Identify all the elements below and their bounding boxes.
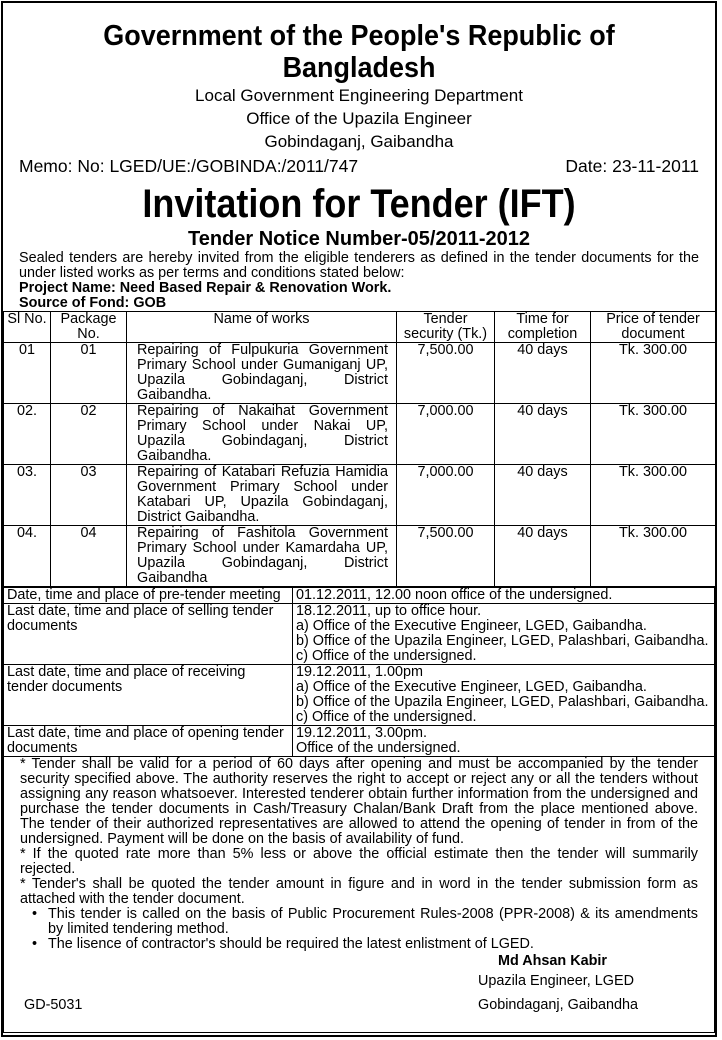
schedule-line: 19.12.2011, 3.00pm. [296,725,427,741]
signatory-name: Md Ahsan Kabir [498,953,608,969]
memo-date: Date: 23-11-2011 [565,156,699,176]
cell-package: 01 [51,343,127,404]
office-location: Gobindaganj, Gaibandha [264,132,454,151]
cell-price: Tk. 300.00 [591,526,716,587]
schedule-row-receiving [4,665,715,726]
col-time-for-completion: Time for completion [495,312,591,343]
cell-price: Tk. 300.00 [591,343,716,404]
cell-sl: 03. [4,465,51,526]
note-paragraph: * Tender's shall be quoted the tender amount in figure and in word in the tender submission form as attached with the tender document. [20,876,698,907]
schedule-line: c) Office of the undersigned. [296,709,477,725]
schedule-label: Date, time and place of pre-tender meeting [4,588,293,604]
cell-work-name: Repairing of Fashitola Government Primary School under Kamardaha UP, Upazila Gobindaganj, District Gaibandha [127,526,397,587]
list-item: • This tender is called on the basis of Public Procurement Rules-2008 (PPR-2008) & its amendments by limited tendering method. [48,907,698,937]
col-price-of-document: Price of tender document [591,312,716,343]
cell-time: 40 days [495,404,591,465]
schedule-line: c) Office of the undersigned. [296,648,477,664]
table-row [4,404,716,465]
conditions-list [20,907,698,952]
office-name: Office of the Upazila Engineer [246,109,472,128]
cell-price: Tk. 300.00 [591,404,716,465]
schedule-line: a) Office of the Executive Engineer, LGED, Gaibandha. [296,679,647,695]
cell-work-name: Repairing of Fulpukuria Government Primary School under Gumaniganj UP, Upazila Gobindaganj, District Gaibandha. [127,343,397,404]
schedule-row-opening [4,726,715,757]
list-item: • The lisence of contractor's should be required the latest enlistment of LGED. [48,937,698,952]
schedule-label: Last date, time and place of selling tender documents [4,604,293,665]
cell-security: 7,000.00 [397,404,495,465]
col-sl: Sl No. [4,312,51,343]
cell-sl: 04. [4,526,51,587]
signatory-place: Gobindaganj, Gaibandha [478,997,639,1013]
schedule-line: a) Office of the Executive Engineer, LGED, Gaibandha. [296,618,647,634]
cell-sl: 01 [4,343,51,404]
cell-sl: 02. [4,404,51,465]
cell-security: 7,500.00 [397,526,495,587]
cell-time: 40 days [495,526,591,587]
cell-security: 7,000.00 [397,465,495,526]
cell-package: 04 [51,526,127,587]
cell-price: Tk. 300.00 [591,465,716,526]
col-name-of-works: Name of works [127,312,397,343]
tender-notice-document [1,1,717,1037]
tender-notice-number: Tender Notice Number-05/2011-2012 [187,228,530,250]
signatory-designation: Upazila Engineer, LGED [478,973,634,989]
schedule-line: b) Office of the Upazila Engineer, LGED, Palashbari, Gaibandha. [296,694,709,710]
source-of-fund: Source of Fond: GOB [19,295,167,311]
cell-time: 40 days [495,343,591,404]
schedule-value [293,604,715,665]
table-row [4,526,716,587]
col-tender-security: Tender security (Tk.) [397,312,495,343]
schedule-table [3,587,715,757]
col-package: Package No. [51,312,127,343]
gd-code: GD-5031 [24,997,83,1013]
cell-package: 02 [51,404,127,465]
table-row [4,465,716,526]
schedule-label: Last date, time and place of opening tender documents [4,726,293,757]
intro-paragraph: Sealed tenders are hereby invited from the eligible tenderers as defined in the tender documents for the under listed works as per terms and conditions stated below: [19,250,699,281]
table-row [4,343,716,404]
cell-package: 03 [51,465,127,526]
cell-security: 7,500.00 [397,343,495,404]
schedule-line: 19.12.2011, 1.00pm [296,664,423,680]
terms-section [3,757,715,1033]
schedule-row-pre-tender [4,588,715,604]
memo-row [19,156,699,176]
works-table-header [4,312,716,343]
schedule-row-selling [4,604,715,665]
schedule-value [293,665,715,726]
project-name: Project Name: Need Based Repair & Renovation Work. [19,280,392,296]
government-title: Government of the People's Republic of Bangladesh [103,20,615,84]
ift-title: Invitation for Tender (IFT) [142,182,576,226]
works-table [3,311,716,587]
department-name: Local Government Engineering Department [195,86,523,105]
schedule-label: Last date, time and place of receiving tender documents [4,665,293,726]
schedule-line: 18.12.2011, up to office hour. [296,603,482,619]
note-paragraph: * Tender shall be valid for a period of 60 days after opening and must be accompanied by the tender security specified above. The authority reserves the right to accept or reject any or all the tenders without assigning any reason whatsoever. Interested tenderer obtain further information from the undersigned and purchase the tender documents in Cash/Treasury Chalan/Bank Draft from the place mentioned above. The tender of their authorized representatives are allowed to attend the opening of tender in from of the undersigned. Payment will be done on the basis of availability of fund. [20,756,698,847]
memo-number: Memo: No: LGED/UE:/GOBINDA:/2011/747 [19,156,359,176]
schedule-line: Office of the undersigned. [296,740,461,756]
schedule-line: b) Office of the Upazila Engineer, LGED, Palashbari, Gaibandha. [296,633,709,649]
cell-work-name: Repairing of Katabari Refuzia Hamidia Government Primary School under Katabari UP, Upazila Gobindaganj, District Gaibandha. [127,465,397,526]
schedule-value [293,726,715,757]
schedule-value [293,588,715,604]
note-paragraph: * If the quoted rate more than 5% less or above the official estimate then the tender will summarily rejected. [20,846,698,877]
schedule-line: 01.12.2011, 12.00 noon office of the undersigned. [296,587,613,603]
signature-block [20,952,698,1032]
cell-time: 40 days [495,465,591,526]
cell-work-name: Repairing of Nakaihat Government Primary School under Nakai UP, Upazila Gobindaganj, District Gaibandha. [127,404,397,465]
